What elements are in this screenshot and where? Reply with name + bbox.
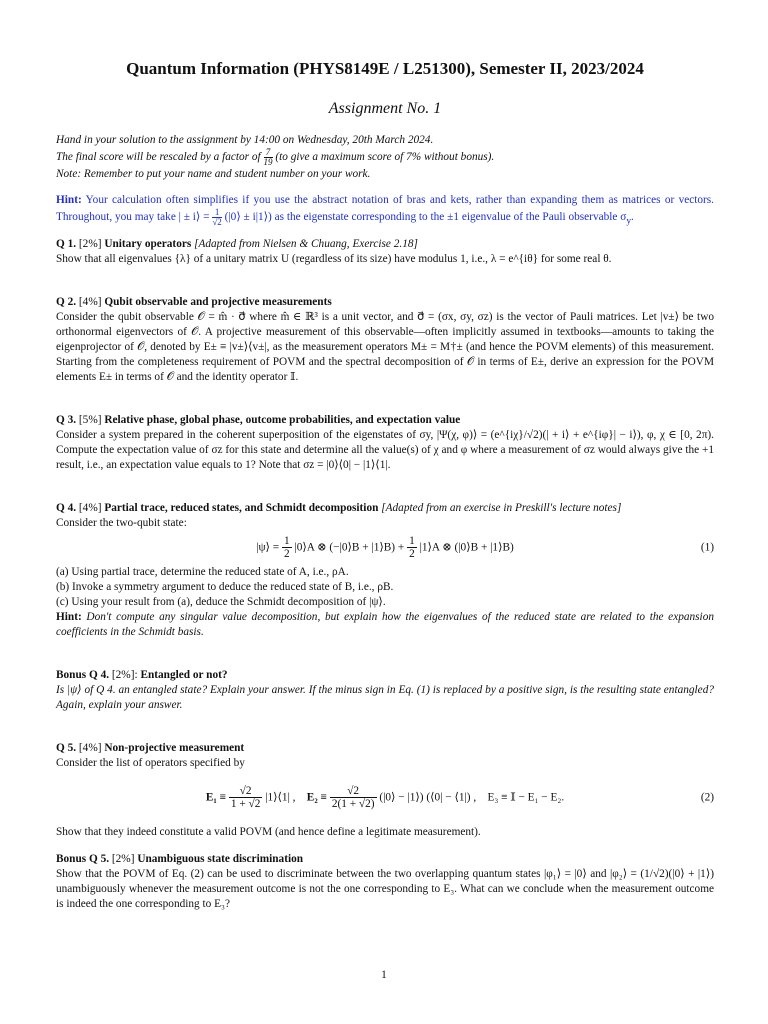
question-body: Consider the qubit observable 𝒪 = m̂ · σ⃗ where m̂ ∈ ℝ³ is a unit vector, and σ⃗ = (σx, σy, σz) is the vector of Pauli matrices. Let |v±⟩ be two orthonormal eigenvectors of 𝒪. A projective measurement of this observable—often implicitly assumed in textbooks—amounts to taking the eigenprojector of 𝒪, denoted by E± ≡ |v±⟩⟨v±|, as the measurement operators M± = M†± (and hence the POVM elements) of this measurement. Starting from the completeness requirement of POVM and the spectral decomposition of 𝒪 in terms of E±, derive an expression for the POVM elements E± in terms of 𝒪 and the identity operator 𝕀. [56, 310, 714, 383]
question-5: Q 5. [4%] Non-projective measurement Consider the list of operators specified by E₁ ≡ $\frac{√2}{1 + √2}$ |1⟩⟨1| , E₂ ≡ $\frac{√2}{2(1 + √2)}$ (|0⟩ − |1⟩) (⟨0| − ⟨1|) , E₃ ≡ 𝕀 − E₁ − E₂. (2) Show that they indeed constitute a valid POVM (and hence define a legitimate measurement). [56, 741, 714, 838]
question-title: Entangled or not? [140, 668, 228, 681]
equation-number: (1) [700, 541, 714, 554]
part-c: (c) Using your result from (a), deduce the Schmidt decomposition of |ψ⟩. [56, 595, 386, 608]
question-title: Partial trace, reduced states, and Schmidt decomposition [104, 501, 379, 514]
question-title: Unitary operators [104, 237, 192, 250]
question-title: Unambiguous state discrimination [137, 852, 304, 865]
question-title: Qubit observable and projective measurements [104, 295, 332, 308]
question-body: Show that all eigenvalues {λ} of a unitary matrix U (regardless of its size) have modulus 1, i.e., λ = e^{iθ} for some real θ. [56, 252, 612, 265]
question-1: Q 1. [2%] Unitary operators [Adapted from Nielsen & Chuang, Exercise 2.18] Show that all eigenvalues {λ} of a unitary matrix U (regardless of its size) have modulus 1, i.e., λ = e^{iθ} for some real θ. [56, 237, 612, 265]
page-number: 1 [381, 969, 387, 981]
equation-number: (2) [700, 791, 714, 804]
question-2: Q 2. [4%] Qubit observable and projective measurements Consider the qubit observable 𝒪 = m̂ · σ⃗ where m̂ ∈ ℝ³ is a unit vector, and σ⃗ = (σx, σy, σz) is the vector of Pauli matrices. Let |v±⟩ be two orthonormal eigenvectors of 𝒪. A projective measurement of this observable—often implicitly assumed in textbooks—amounts to taking the eigenprojector of 𝒪, denoted by E± ≡ |v±⟩⟨v±|, as the measurement operators M± = M†± (and hence the POVM elements) of this measurement. Starting from the completeness requirement of POVM and the spectral decomposition of 𝒪 in terms of E±, derive an expression for the POVM elements E± in terms of 𝒪 and the identity operator 𝕀. [56, 295, 714, 383]
part-b: (b) Invoke a symmetry argument to deduce the reduced state of B, i.e., ρB. [56, 580, 394, 593]
hint-block: Hint: Your calculation often simplifies if you use the abstract notation of bras and kets, rather than expanding them as matrices or vectors. Throughout, you may take | ± i⟩ = $\frac{1}{√2}$ (|0⟩ ± i|1⟩) as the eigenstate corresponding to the ±1 eigenvalue of the Pauli observable $\sigma_y$. [56, 193, 715, 227]
equation-2: E₁ ≡ $\frac{√2}{1 + √2}$ |1⟩⟨1| , E₂ ≡ $\frac{√2}{2(1 + √2)}$ (|0⟩ − |1⟩) (⟨0| − ⟨1|) , E₃ ≡ 𝕀 − E₁ − E₂. (2) [205, 785, 714, 811]
document-page [56, 58, 714, 912]
question-body: Show that they indeed constitute a valid POVM (and hence define a legitimate measurement). [56, 825, 481, 838]
part-a: (a) Using partial trace, determine the reduced state of A, i.e., ρA. [56, 565, 349, 578]
question-title: Non-projective measurement [104, 741, 245, 754]
question-title: Relative phase, global phase, outcome probabilities, and expectation value [104, 413, 461, 426]
question-4: Q 4. [4%] Partial trace, reduced states, and Schmidt decomposition [Adapted from an exercise in Preskill's lecture notes] Consider the two-qubit state: |ψ⟩ = $\frac{1}{2}$ |0⟩A ⊗ (−|0⟩B + |1⟩B) + $\frac{1}{2}$ |1⟩A ⊗ (|0⟩B + |1⟩B) (1) (a) Using partial trace, determine the reduced state of A, i.e., ρA. (b) Invoke a symmetry argument to deduce the reduced state of B, i.e., ρB. (c) Using your result from (a), deduce the Schmidt decomposition of |ψ⟩. Hint: Don't compute any singular value decomposition, but explain how the eigenvalues of the reduced state are related to the expansion coefficients in the Schmidt basis. [56, 501, 714, 638]
note-line: Note: Remember to put your name and student number on your work. [56, 167, 371, 180]
document-title: Quantum Information (PHYS8149E / L251300), Semester II, 2023/2024 [126, 59, 644, 78]
equation-1: |ψ⟩ = $\frac{1}{2}$ |0⟩A ⊗ (−|0⟩B + |1⟩B) + $\frac{1}{2}$ |1⟩A ⊗ (|0⟩B + |1⟩B) (1) [256, 535, 714, 561]
question-body: Show that the POVM of Eq. (2) can be used to discriminate between the two overlapping quantum states |φ₁⟩ = |0⟩ and |φ₂⟩ = (1/√2)(|0⟩ + |1⟩) unambiguously whenever the measurement outcome is not the one corresponding to E₃. What can we conclude when the measurement outcome is indeed the one corresponding to E₃? [56, 867, 714, 910]
assignment-subtitle: Assignment No. 1 [328, 99, 442, 117]
hint-fraction: $\frac{1}{√2}$ [212, 206, 222, 227]
rescale-fraction: $\frac{7}{19}$ [263, 146, 273, 167]
rescale-line: The final score will be rescaled by a factor of $\frac{7}{19}$ (to give a maximum score of 7% without bonus). [56, 146, 495, 167]
question-body: Consider a system prepared in the coherent superposition of the eigenstates of σy, |Ψ(χ, φ)⟩ = (e^{iχ}/√2)(| + i⟩ + e^{iφ}| − i⟩), φ, χ ∈ [0, 2π). Compute the expectation value of σz for this state and determine all the value(s) of χ and φ where a measurement of σz would always give the +1 result, i.e., an expectation value equals to 1? Note that σz = |0⟩⟨0| − |1⟩⟨1|. [56, 428, 714, 471]
intro-block [56, 133, 714, 182]
deadline-line: Hand in your solution to the assignment by 14:00 on Wednesday, 20th March 2024. [56, 133, 434, 146]
bonus-question-5: Bonus Q 5. [2%] Unambiguous state discrimination Show that the POVM of Eq. (2) can be used to discriminate between the two overlapping quantum states |φ₁⟩ = |0⟩ and |φ₂⟩ = (1/√2)(|0⟩ + |1⟩) unambiguously whenever the measurement outcome is not the one corresponding to E₃. What can we conclude when the measurement outcome is indeed the one corresponding to E₃? [56, 852, 714, 910]
bonus-question-4: Bonus Q 4. [2%]: Entangled or not? Is |ψ⟩ of Q 4. an entangled state? Explain your answer. If the minus sign in Eq. (1) is replaced by a positive sign, is the resulting state entangled? Again, explain your answer. [56, 668, 714, 711]
question-3: Q 3. [5%] Relative phase, global phase, outcome probabilities, and expectation value Consider a system prepared in the coherent superposition of the eigenstates of σy, |Ψ(χ, φ)⟩ = (e^{iχ}/√2)(| + i⟩ + e^{iφ}| − i⟩), φ, χ ∈ [0, 2π). Compute the expectation value of σz for this state and determine all the value(s) of χ and φ where a measurement of σz would always give the +1 result, i.e., an expectation value equals to 1? Note that σz = |0⟩⟨0| − |1⟩⟨1|. [56, 413, 714, 471]
question-body: Is |ψ⟩ of Q 4. an entangled state? Explain your answer. If the minus sign in Eq. (1) is replaced by a positive sign, is the resulting state entangled? Again, explain your answer. [56, 683, 714, 711]
hint-label: Hint: [56, 193, 82, 206]
